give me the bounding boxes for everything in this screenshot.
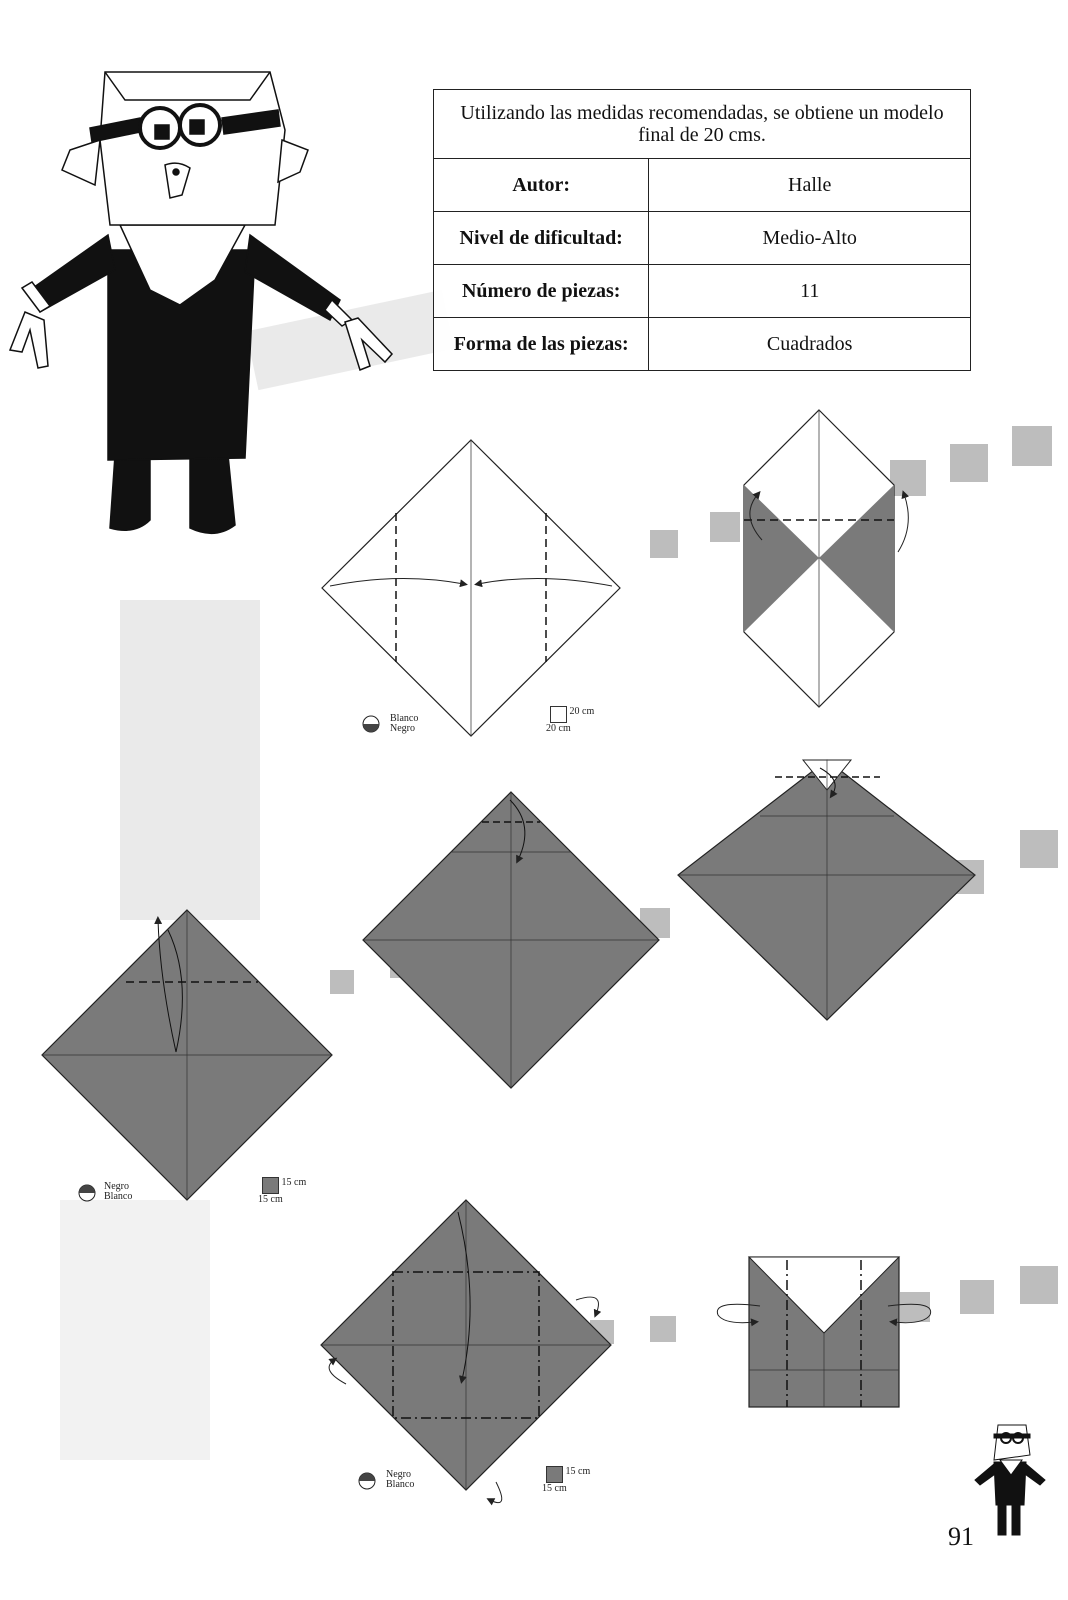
paper-size-2 xyxy=(258,1177,307,1205)
step-5-diagram xyxy=(42,910,332,1200)
legend-top-label: Negro xyxy=(104,1181,129,1192)
author-value: Halle xyxy=(649,159,971,212)
small-professor-figure xyxy=(975,1425,1045,1535)
shape-value: Cuadrados xyxy=(649,318,971,371)
paper-size-side: 15 cm xyxy=(281,1177,307,1188)
legend-top-label: Blanco xyxy=(390,713,419,724)
author-label: Autor: xyxy=(434,159,649,212)
page-number: 91 xyxy=(948,1522,974,1551)
legend-circle-1 xyxy=(363,716,379,732)
legend-bottom-label: Negro xyxy=(390,723,415,734)
step-1-diagram xyxy=(322,440,620,736)
legend-bottom-label: Blanco xyxy=(386,1479,415,1490)
step-2-diagram xyxy=(744,410,908,707)
legend-circle-3 xyxy=(359,1473,375,1489)
legend-circle-2 xyxy=(79,1185,95,1201)
step-7-diagram xyxy=(717,1257,930,1407)
difficulty-value: Medio-Alto xyxy=(649,212,971,265)
legend-top-label: Negro xyxy=(386,1469,411,1480)
step-4-diagram xyxy=(678,760,975,1020)
paper-size-bottom: 15 cm xyxy=(542,1483,567,1494)
color-legend-3 xyxy=(386,1470,414,1490)
professor-figure xyxy=(10,72,392,533)
paper-size-square xyxy=(550,706,567,723)
paper-size-side: 20 cm xyxy=(569,706,595,717)
pieces-value: 11 xyxy=(649,265,971,318)
paper-size-side: 15 cm xyxy=(565,1466,591,1477)
legend-bottom-label: Blanco xyxy=(104,1191,133,1202)
paper-size-bottom: 15 cm xyxy=(258,1194,283,1205)
difficulty-label: Nivel de dificultad: xyxy=(434,212,649,265)
intro-text: Utilizando las medidas recomendadas, se obtiene un modelo final de 20 cms. xyxy=(434,90,971,159)
paper-size-bottom: 20 cm xyxy=(546,723,571,734)
shape-label: Forma de las piezas: xyxy=(434,318,649,371)
step-6-diagram xyxy=(321,1200,611,1503)
color-legend-1 xyxy=(390,714,418,734)
color-legend-2 xyxy=(104,1182,132,1202)
paper-size-square xyxy=(262,1177,279,1194)
step-3-diagram xyxy=(363,792,659,1088)
paper-size-3 xyxy=(542,1466,591,1494)
paper-size-square xyxy=(546,1466,563,1483)
pieces-label: Número de piezas: xyxy=(434,265,649,318)
paper-size-1 xyxy=(546,706,595,734)
